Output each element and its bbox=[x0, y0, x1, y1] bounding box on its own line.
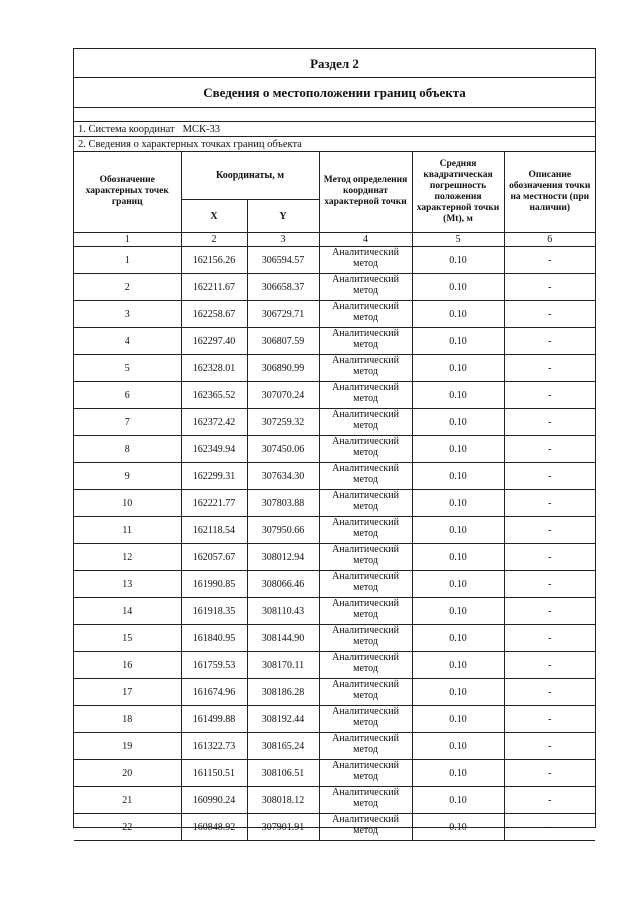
y-coordinate-cell: 308018.12 bbox=[247, 787, 319, 814]
method-cell bbox=[319, 247, 412, 274]
description-cell: - bbox=[504, 409, 595, 436]
table-row bbox=[74, 382, 595, 409]
point-number-cell: 4 bbox=[74, 328, 181, 355]
table-row bbox=[74, 436, 595, 463]
point-number-cell: 15 bbox=[74, 625, 181, 652]
error-cell: 0.10 bbox=[412, 490, 504, 517]
method-line2: метод bbox=[353, 500, 378, 512]
method-line2: метод bbox=[353, 419, 378, 431]
y-coordinate-cell: 306890.99 bbox=[247, 355, 319, 382]
header-x: X bbox=[181, 200, 247, 233]
section-title: Раздел 2 bbox=[74, 49, 595, 78]
point-number-cell: 9 bbox=[74, 463, 181, 490]
point-number-cell: 18 bbox=[74, 706, 181, 733]
method-line2: метод bbox=[353, 689, 378, 701]
method-cell bbox=[319, 571, 412, 598]
point-number-cell: 1 bbox=[74, 247, 181, 274]
y-coordinate-cell: 307259.32 bbox=[247, 409, 319, 436]
x-coordinate-cell: 161990.85 bbox=[181, 571, 247, 598]
error-cell: 0.10 bbox=[412, 733, 504, 760]
description-cell: - bbox=[504, 625, 595, 652]
method-line1: Аналитический bbox=[332, 814, 399, 825]
column-number: 2 bbox=[181, 233, 247, 247]
description-cell: - bbox=[504, 247, 595, 274]
section-subtitle: Сведения о местоположении границ объекта bbox=[74, 78, 595, 108]
x-coordinate-cell: 161322.73 bbox=[181, 733, 247, 760]
error-cell: 0.10 bbox=[412, 436, 504, 463]
method-line2: метод bbox=[353, 257, 378, 269]
error-cell: 0.10 bbox=[412, 247, 504, 274]
point-number-cell: 13 bbox=[74, 571, 181, 598]
y-coordinate-cell: 308110.43 bbox=[247, 598, 319, 625]
method-line1: Аналитический bbox=[332, 301, 399, 312]
method-cell bbox=[319, 436, 412, 463]
method-line1: Аналитический bbox=[332, 463, 399, 474]
header-error: Средняя квадратическая погрешность положения характерной точки (Mt), м bbox=[412, 151, 504, 233]
error-cell: 0.10 bbox=[412, 463, 504, 490]
x-coordinate-cell: 162156.26 bbox=[181, 247, 247, 274]
method-line2: метод bbox=[353, 284, 378, 296]
x-coordinate-cell: 160990.24 bbox=[181, 787, 247, 814]
method-line2: метод bbox=[353, 365, 378, 377]
table-row bbox=[74, 328, 595, 355]
y-coordinate-cell: 308012.94 bbox=[247, 544, 319, 571]
method-cell bbox=[319, 490, 412, 517]
error-cell: 0.10 bbox=[412, 814, 504, 841]
table-row bbox=[74, 517, 595, 544]
point-number-cell: 3 bbox=[74, 301, 181, 328]
method-cell bbox=[319, 544, 412, 571]
method-line1: Аналитический bbox=[332, 625, 399, 636]
point-number-cell: 22 bbox=[74, 814, 181, 841]
column-numbers-row bbox=[74, 233, 595, 247]
column-number: 1 bbox=[74, 233, 181, 247]
method-line2: метод bbox=[353, 662, 378, 674]
method-line1: Аналитический bbox=[332, 706, 399, 717]
method-line1: Аналитический bbox=[332, 652, 399, 663]
method-line1: Аналитический bbox=[332, 247, 399, 258]
method-line1: Аналитический bbox=[332, 517, 399, 528]
y-coordinate-cell: 307634.30 bbox=[247, 463, 319, 490]
method-cell bbox=[319, 409, 412, 436]
header-method: Метод определения координат характерной точки bbox=[319, 151, 412, 233]
error-cell: 0.10 bbox=[412, 382, 504, 409]
method-line2: метод bbox=[353, 527, 378, 539]
error-cell: 0.10 bbox=[412, 517, 504, 544]
error-cell: 0.10 bbox=[412, 598, 504, 625]
error-cell: 0.10 bbox=[412, 544, 504, 571]
point-number-cell: 14 bbox=[74, 598, 181, 625]
point-number-cell: 5 bbox=[74, 355, 181, 382]
description-cell: - bbox=[504, 301, 595, 328]
table-row bbox=[74, 598, 595, 625]
method-line1: Аналитический bbox=[332, 382, 399, 393]
coord-system-value: МСК-33 bbox=[182, 124, 220, 135]
x-coordinate-cell: 160848.92 bbox=[181, 814, 247, 841]
characteristic-points-label: 2. Сведения о характерных точках границ объекта bbox=[74, 137, 595, 152]
method-cell bbox=[319, 598, 412, 625]
method-line2: метод bbox=[353, 824, 378, 836]
description-cell: - bbox=[504, 517, 595, 544]
error-cell: 0.10 bbox=[412, 328, 504, 355]
error-cell: 0.10 bbox=[412, 760, 504, 787]
point-number-cell: 19 bbox=[74, 733, 181, 760]
table-row bbox=[74, 706, 595, 733]
table-row bbox=[74, 544, 595, 571]
method-line2: метод bbox=[353, 392, 378, 404]
coord-system-label: 1. Система координат bbox=[78, 124, 175, 135]
method-line2: метод bbox=[353, 446, 378, 458]
description-cell: - bbox=[504, 760, 595, 787]
x-coordinate-cell: 161150.51 bbox=[181, 760, 247, 787]
x-coordinate-cell: 162365.52 bbox=[181, 382, 247, 409]
table-row bbox=[74, 814, 595, 841]
column-number: 6 bbox=[504, 233, 595, 247]
table-row bbox=[74, 355, 595, 382]
y-coordinate-cell: 307450.06 bbox=[247, 436, 319, 463]
table-row bbox=[74, 652, 595, 679]
method-line1: Аналитический bbox=[332, 598, 399, 609]
spacer-row bbox=[74, 108, 595, 122]
method-line2: метод bbox=[353, 743, 378, 755]
column-number: 4 bbox=[319, 233, 412, 247]
x-coordinate-cell: 161499.88 bbox=[181, 706, 247, 733]
error-cell: 0.10 bbox=[412, 274, 504, 301]
error-cell: 0.10 bbox=[412, 787, 504, 814]
method-line2: метод bbox=[353, 338, 378, 350]
point-number-cell: 20 bbox=[74, 760, 181, 787]
y-coordinate-cell: 308066.46 bbox=[247, 571, 319, 598]
point-number-cell: 7 bbox=[74, 409, 181, 436]
point-number-cell: 6 bbox=[74, 382, 181, 409]
method-cell bbox=[319, 625, 412, 652]
method-cell bbox=[319, 706, 412, 733]
method-cell bbox=[319, 328, 412, 355]
method-line2: метод bbox=[353, 311, 378, 323]
method-line2: метод bbox=[353, 473, 378, 485]
method-cell bbox=[319, 760, 412, 787]
table-row bbox=[74, 679, 595, 706]
description-cell: - bbox=[504, 706, 595, 733]
x-coordinate-cell: 162057.67 bbox=[181, 544, 247, 571]
method-line2: метод bbox=[353, 581, 378, 593]
points-table bbox=[74, 151, 595, 841]
x-coordinate-cell: 162221.77 bbox=[181, 490, 247, 517]
description-cell: - bbox=[504, 733, 595, 760]
table-row bbox=[74, 625, 595, 652]
description-cell: - bbox=[504, 355, 595, 382]
description-cell: - bbox=[504, 652, 595, 679]
method-cell bbox=[319, 463, 412, 490]
point-number-cell: 2 bbox=[74, 274, 181, 301]
description-cell: - bbox=[504, 463, 595, 490]
table-row bbox=[74, 733, 595, 760]
point-number-cell: 11 bbox=[74, 517, 181, 544]
method-line2: метод bbox=[353, 716, 378, 728]
method-cell bbox=[319, 733, 412, 760]
method-line2: метод bbox=[353, 608, 378, 620]
method-line2: метод bbox=[353, 797, 378, 809]
error-cell: 0.10 bbox=[412, 625, 504, 652]
table-row bbox=[74, 301, 595, 328]
description-cell: - bbox=[504, 490, 595, 517]
table-row bbox=[74, 490, 595, 517]
x-coordinate-cell: 162299.31 bbox=[181, 463, 247, 490]
method-line1: Аналитический bbox=[332, 490, 399, 501]
table-row bbox=[74, 409, 595, 436]
table-row bbox=[74, 274, 595, 301]
method-line1: Аналитический bbox=[332, 679, 399, 690]
y-coordinate-cell: 306807.59 bbox=[247, 328, 319, 355]
error-cell: 0.10 bbox=[412, 679, 504, 706]
x-coordinate-cell: 162349.94 bbox=[181, 436, 247, 463]
method-cell bbox=[319, 814, 412, 841]
method-line2: метод bbox=[353, 770, 378, 782]
point-number-cell: 8 bbox=[74, 436, 181, 463]
method-line1: Аналитический bbox=[332, 355, 399, 366]
method-line1: Аналитический bbox=[332, 787, 399, 798]
point-number-cell: 21 bbox=[74, 787, 181, 814]
description-cell: - bbox=[504, 598, 595, 625]
description-cell: - bbox=[504, 787, 595, 814]
y-coordinate-cell: 306594.57 bbox=[247, 247, 319, 274]
method-cell bbox=[319, 382, 412, 409]
y-coordinate-cell: 308165.24 bbox=[247, 733, 319, 760]
coord-system-row bbox=[74, 122, 595, 137]
description-cell: - bbox=[504, 436, 595, 463]
point-number-cell: 12 bbox=[74, 544, 181, 571]
method-line1: Аналитический bbox=[332, 571, 399, 582]
point-number-cell: 16 bbox=[74, 652, 181, 679]
y-coordinate-cell: 306658.37 bbox=[247, 274, 319, 301]
x-coordinate-cell: 161840.95 bbox=[181, 625, 247, 652]
table-row bbox=[74, 463, 595, 490]
y-coordinate-cell: 307803.88 bbox=[247, 490, 319, 517]
y-coordinate-cell: 308192.44 bbox=[247, 706, 319, 733]
method-line1: Аналитический bbox=[332, 436, 399, 447]
y-coordinate-cell: 306729.71 bbox=[247, 301, 319, 328]
column-number: 5 bbox=[412, 233, 504, 247]
method-cell bbox=[319, 652, 412, 679]
x-coordinate-cell: 162328.01 bbox=[181, 355, 247, 382]
x-coordinate-cell: 162211.67 bbox=[181, 274, 247, 301]
description-cell: - bbox=[504, 382, 595, 409]
error-cell: 0.10 bbox=[412, 706, 504, 733]
table-row bbox=[74, 760, 595, 787]
y-coordinate-cell: 308170.11 bbox=[247, 652, 319, 679]
column-number: 3 bbox=[247, 233, 319, 247]
method-line1: Аналитический bbox=[332, 328, 399, 339]
header-point-designation: Обозначение характерных точек границ bbox=[74, 151, 181, 233]
error-cell: 0.10 bbox=[412, 409, 504, 436]
y-coordinate-cell: 308144.90 bbox=[247, 625, 319, 652]
description-cell: - bbox=[504, 328, 595, 355]
document-frame bbox=[73, 48, 596, 836]
y-coordinate-cell: 307950.66 bbox=[247, 517, 319, 544]
method-line1: Аналитический bbox=[332, 760, 399, 771]
method-cell bbox=[319, 355, 412, 382]
method-cell bbox=[319, 274, 412, 301]
method-line1: Аналитический bbox=[332, 733, 399, 744]
description-cell: - bbox=[504, 571, 595, 598]
point-number-cell: 17 bbox=[74, 679, 181, 706]
error-cell: 0.10 bbox=[412, 355, 504, 382]
x-coordinate-cell: 162297.40 bbox=[181, 328, 247, 355]
method-line1: Аналитический bbox=[332, 544, 399, 555]
method-line1: Аналитический bbox=[332, 409, 399, 420]
y-coordinate-cell: 308186.28 bbox=[247, 679, 319, 706]
table-row bbox=[74, 247, 595, 274]
method-cell bbox=[319, 517, 412, 544]
description-cell: - bbox=[504, 814, 595, 841]
x-coordinate-cell: 161918.35 bbox=[181, 598, 247, 625]
header-y: Y bbox=[247, 200, 319, 233]
method-line1: Аналитический bbox=[332, 274, 399, 285]
error-cell: 0.10 bbox=[412, 652, 504, 679]
description-cell: - bbox=[504, 274, 595, 301]
x-coordinate-cell: 162372.42 bbox=[181, 409, 247, 436]
x-coordinate-cell: 162118.54 bbox=[181, 517, 247, 544]
method-cell bbox=[319, 679, 412, 706]
header-coordinates: Координаты, м bbox=[181, 151, 319, 200]
x-coordinate-cell: 162258.67 bbox=[181, 301, 247, 328]
description-cell: - bbox=[504, 544, 595, 571]
error-cell: 0.10 bbox=[412, 301, 504, 328]
header-description: Описание обозначения точки на местности (при наличии) bbox=[504, 151, 595, 233]
method-cell bbox=[319, 301, 412, 328]
description-cell: - bbox=[504, 679, 595, 706]
error-cell: 0.10 bbox=[412, 571, 504, 598]
table-row bbox=[74, 571, 595, 598]
method-line2: метод bbox=[353, 635, 378, 647]
y-coordinate-cell: 307070.24 bbox=[247, 382, 319, 409]
x-coordinate-cell: 161759.53 bbox=[181, 652, 247, 679]
x-coordinate-cell: 161674.96 bbox=[181, 679, 247, 706]
point-number-cell: 10 bbox=[74, 490, 181, 517]
y-coordinate-cell: 308106.51 bbox=[247, 760, 319, 787]
method-cell bbox=[319, 787, 412, 814]
y-coordinate-cell: 307901.91 bbox=[247, 814, 319, 841]
method-line2: метод bbox=[353, 554, 378, 566]
table-row bbox=[74, 787, 595, 814]
header-row bbox=[74, 151, 595, 200]
